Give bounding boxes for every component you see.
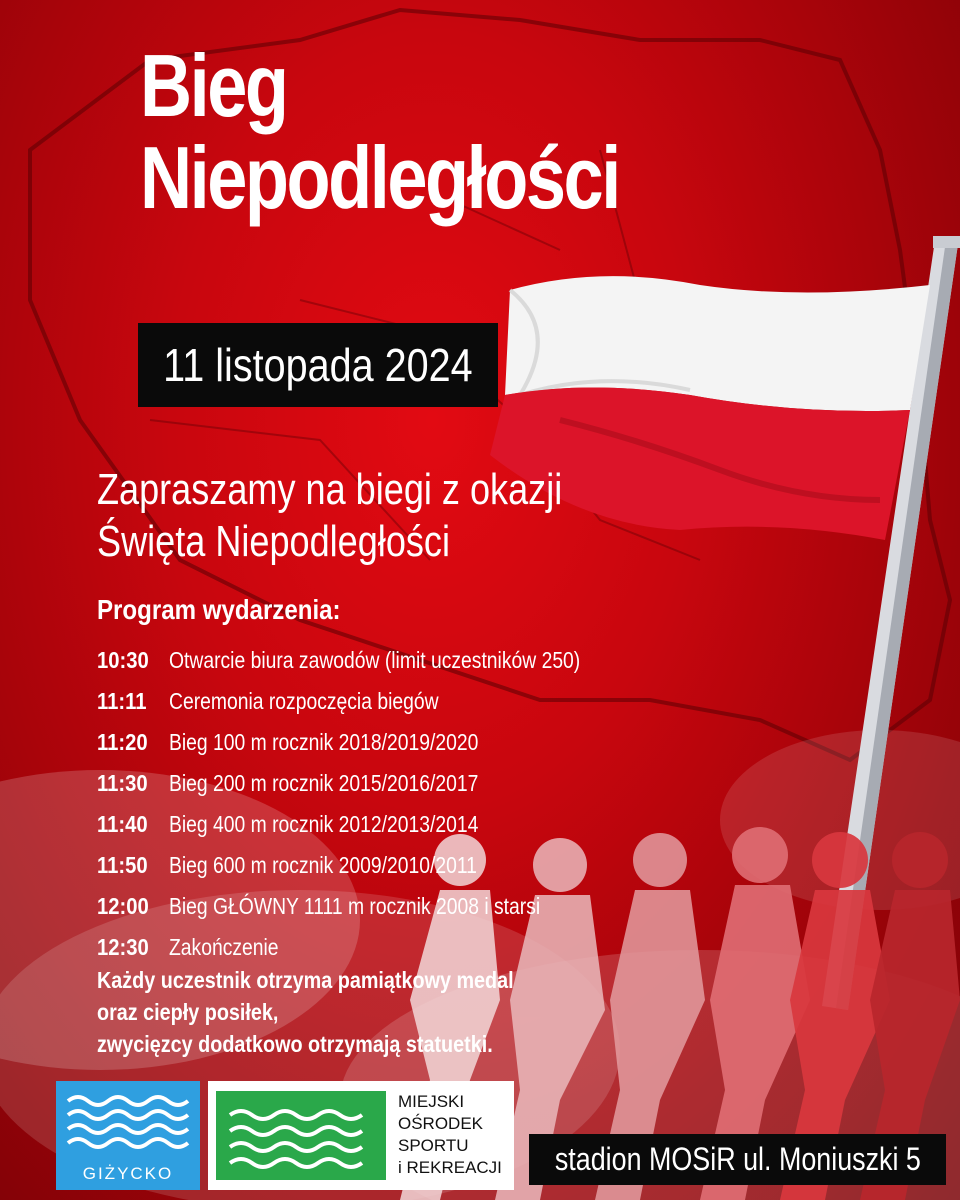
schedule-row: [97, 886, 697, 927]
waves-icon: [56, 1081, 200, 1161]
schedule-time: 10:30: [97, 647, 149, 673]
schedule-desc: Bieg 200 m rocznik 2015/2016/2017: [169, 770, 479, 796]
schedule-desc: Bieg 400 m rocznik 2012/2013/2014: [169, 811, 479, 837]
gizycko-logo: [56, 1081, 200, 1190]
schedule-row: [97, 722, 697, 763]
schedule-time: 12:00: [97, 893, 149, 919]
program-heading: Program wydarzenia:: [97, 594, 341, 625]
prize-note: [97, 964, 514, 1060]
schedule-time: 11:50: [97, 852, 148, 878]
date-banner: [138, 323, 498, 407]
prize-note-line-2: oraz ciepły posiłek,: [97, 999, 279, 1025]
venue-banner: [529, 1134, 946, 1185]
event-date: 11 listopada 2024: [163, 339, 473, 391]
invite-line-1: Zapraszamy na biegi z okazji: [97, 465, 563, 514]
mosir-line-1: MIEJSKI: [398, 1092, 465, 1111]
waves-icon: [216, 1091, 386, 1180]
mosir-logo: [208, 1081, 514, 1190]
prize-note-line-1: Każdy uczestnik otrzyma pamiątkowy medal: [97, 967, 514, 993]
event-title: [140, 36, 619, 227]
invitation-text: [97, 464, 562, 568]
title-line-1: Bieg: [140, 36, 287, 135]
schedule-time: 11:30: [97, 770, 148, 796]
venue-address: stadion MOSiR ul. Moniuszki 5: [554, 1141, 921, 1177]
mosir-logo-mark: [216, 1091, 386, 1180]
mosir-line-3: SPORTU: [398, 1136, 469, 1155]
schedule-row: [97, 640, 697, 681]
schedule-desc: Otwarcie biura zawodów (limit uczestników 250): [169, 647, 581, 673]
schedule-time: 11:11: [97, 688, 147, 714]
schedule-time: 11:20: [97, 729, 148, 755]
schedule-row: [97, 927, 697, 968]
schedule-time: 12:30: [97, 934, 149, 960]
schedule-desc: Zakończenie: [169, 934, 279, 960]
program-schedule: [97, 640, 697, 968]
schedule-desc: Ceremonia rozpoczęcia biegów: [169, 688, 439, 714]
title-line-2: Niepodległości: [140, 128, 619, 227]
schedule-row: [97, 763, 697, 804]
invite-line-2: Święta Niepodległości: [97, 517, 450, 566]
mosir-logo-text: [398, 1091, 502, 1179]
schedule-desc: Bieg 100 m rocznik 2018/2019/2020: [169, 729, 479, 755]
schedule-desc: Bieg GŁÓWNY 1111 m rocznik 2008 i starsi: [169, 893, 541, 919]
schedule-desc: Bieg 600 m rocznik 2009/2010/2011: [169, 852, 477, 878]
prize-note-line-3: zwycięzcy dodatkowo otrzymają statuetki.: [97, 1031, 493, 1057]
schedule-row: [97, 804, 697, 845]
schedule-time: 11:40: [97, 811, 148, 837]
mosir-line-2: OŚRODEK: [398, 1114, 484, 1133]
schedule-row: [97, 681, 697, 722]
mosir-line-4: i REKREACJI: [398, 1158, 502, 1177]
gizycko-label: GIŻYCKO: [82, 1164, 174, 1183]
schedule-row: [97, 845, 697, 886]
